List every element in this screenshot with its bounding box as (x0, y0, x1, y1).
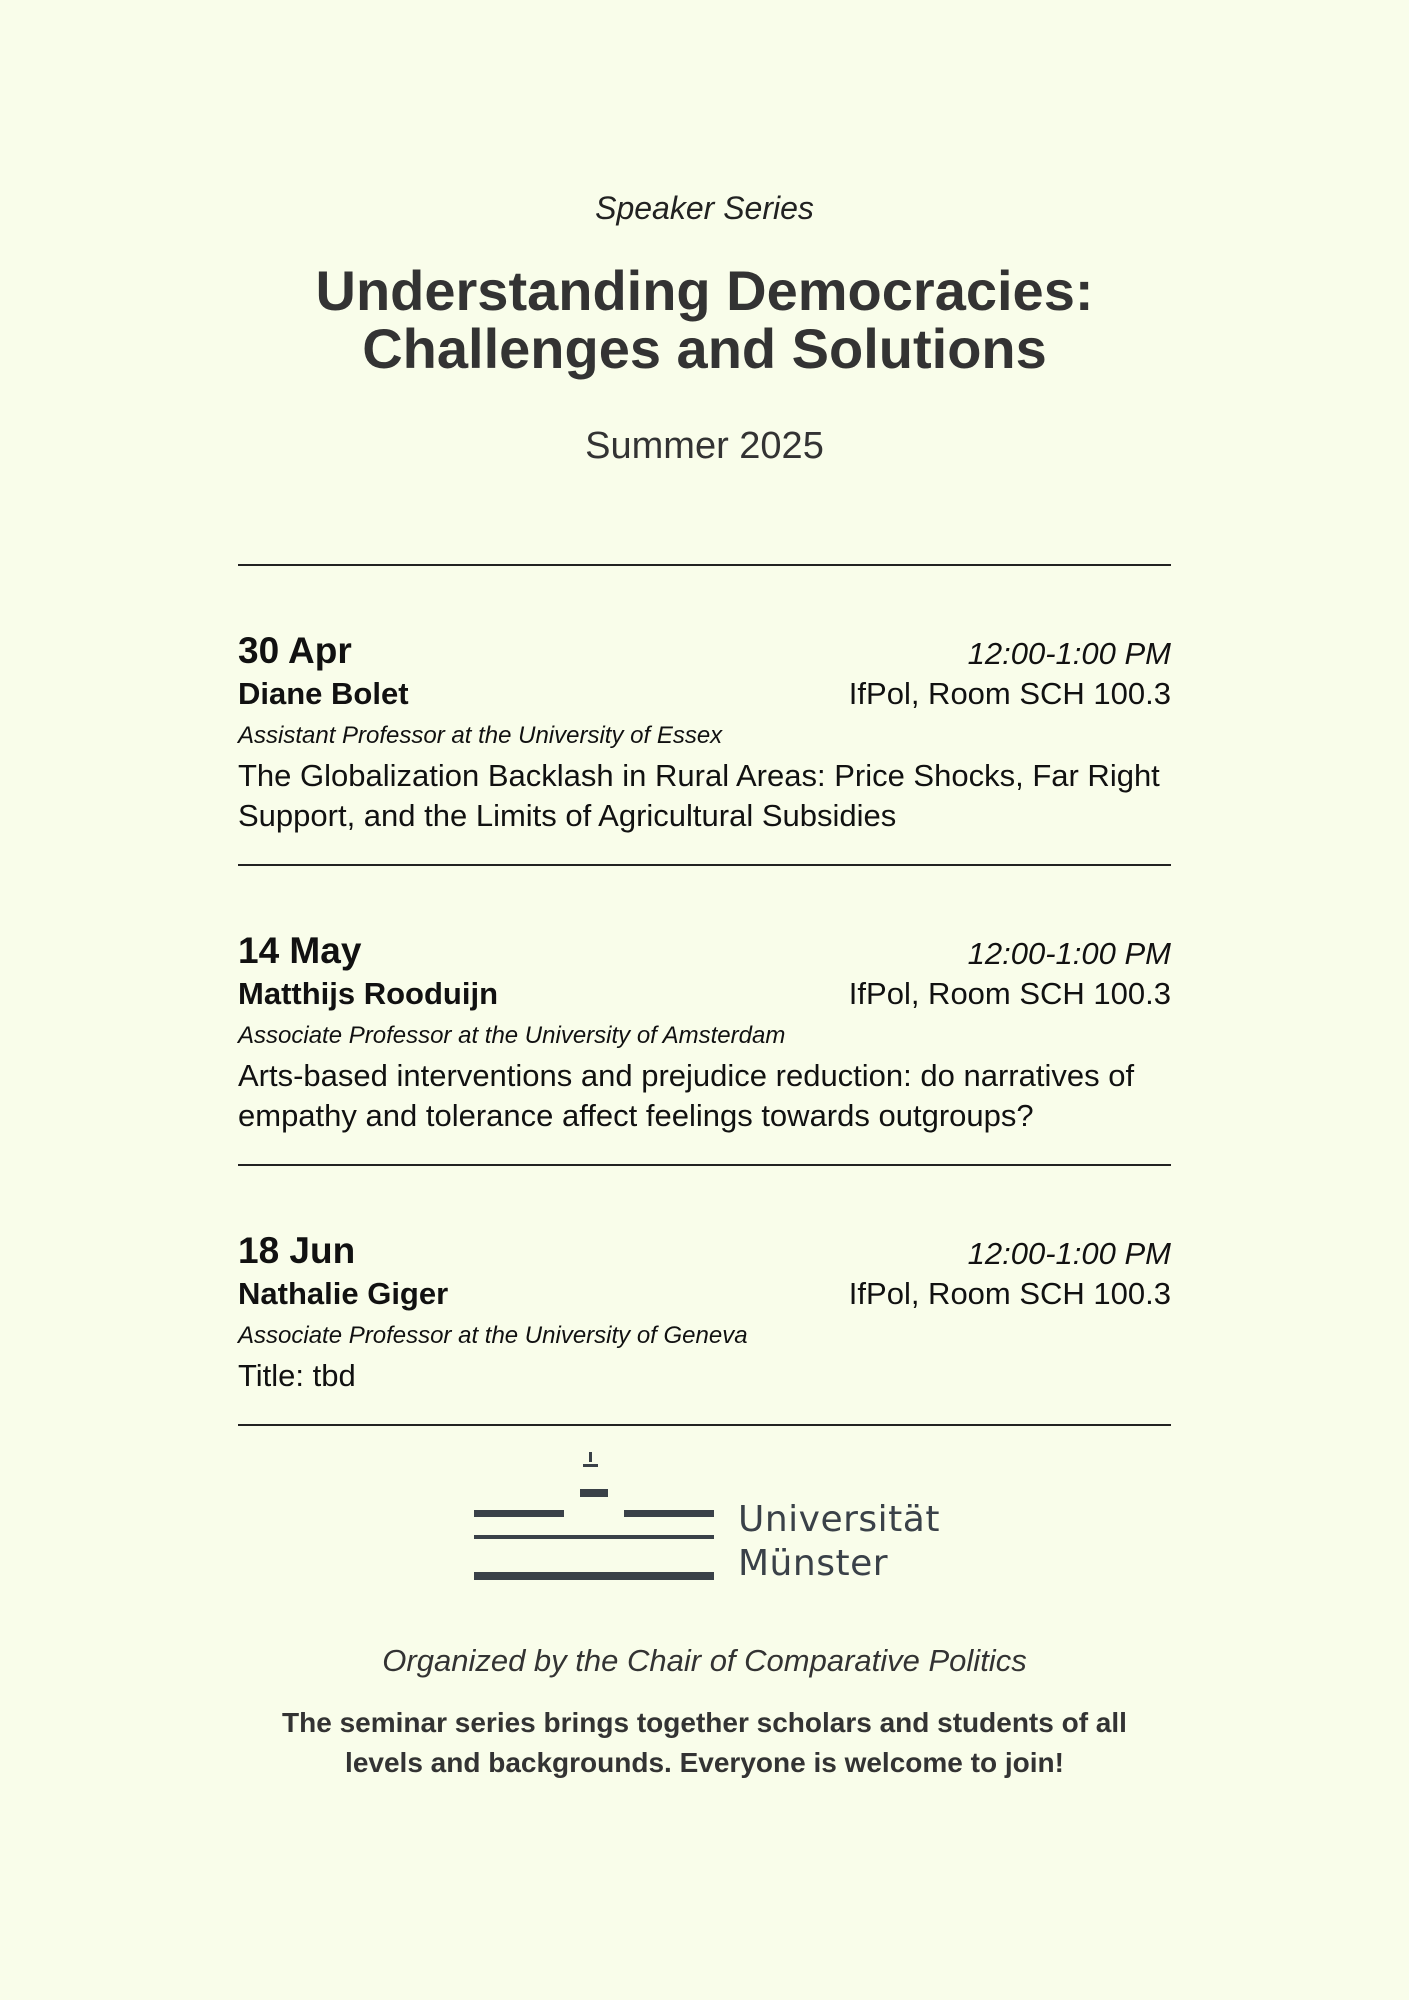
event-date: 30 Apr (238, 630, 352, 671)
welcome-paragraph: The seminar series brings together scholars and students of all levels and backgrounds. Everyone is welcome to join! (282, 1707, 1127, 1778)
event-time: 12:00-1:00 PM (967, 1236, 1171, 1271)
event-talk-title: Title: tbd (238, 1358, 356, 1393)
event-talk-title: The Globalization Backlash in Rural Areas: Price Shocks, Far Right Support, and the Limits of Agricultural Subsidies (238, 758, 1160, 833)
welcome-text (0, 1703, 1409, 1783)
page-title (0, 259, 1409, 380)
divider-top (238, 564, 1171, 566)
event-affiliation: Associate Professor at the University of Geneva (238, 1322, 748, 1349)
university-logo-mark-icon (470, 1452, 720, 1592)
event-talk-title: Arts-based interventions and prejudice reduction: do narratives of empathy and tolerance affect feelings towards outgroups? (238, 1058, 1135, 1133)
event-speaker: Matthijs Rooduijn (238, 976, 499, 1011)
university-logo-text (738, 1498, 940, 1586)
event-date: 14 May (238, 930, 362, 971)
logo-line-2: Münster (738, 1543, 889, 1584)
event-speaker: Diane Bolet (238, 676, 409, 711)
university-logo (470, 1452, 950, 1592)
title-line-1: Understanding Democracies: (315, 259, 1094, 322)
event-affiliation: Assistant Professor at the University of Essex (238, 722, 723, 749)
series-label: Speaker Series (595, 190, 814, 226)
organizer-text: Organized by the Chair of Comparative Politics (382, 1643, 1027, 1678)
event-affiliation: Associate Professor at the University of Amsterdam (238, 1022, 786, 1049)
event-date: 18 Jun (238, 1230, 356, 1271)
event-time: 12:00-1:00 PM (967, 936, 1171, 971)
event-room: IfPol, Room SCH 100.3 (848, 976, 1171, 1011)
event-time: 12:00-1:00 PM (967, 636, 1171, 671)
event-room: IfPol, Room SCH 100.3 (848, 676, 1171, 711)
event-speaker: Nathalie Giger (238, 1276, 449, 1311)
logo-line-1: Universität (738, 1499, 940, 1540)
divider-bottom (238, 1424, 1171, 1426)
event-room: IfPol, Room SCH 100.3 (848, 1276, 1171, 1311)
divider (238, 864, 1171, 866)
title-line-2: Challenges and Solutions (362, 317, 1047, 380)
divider (238, 1164, 1171, 1166)
term-label: Summer 2025 (585, 425, 824, 467)
